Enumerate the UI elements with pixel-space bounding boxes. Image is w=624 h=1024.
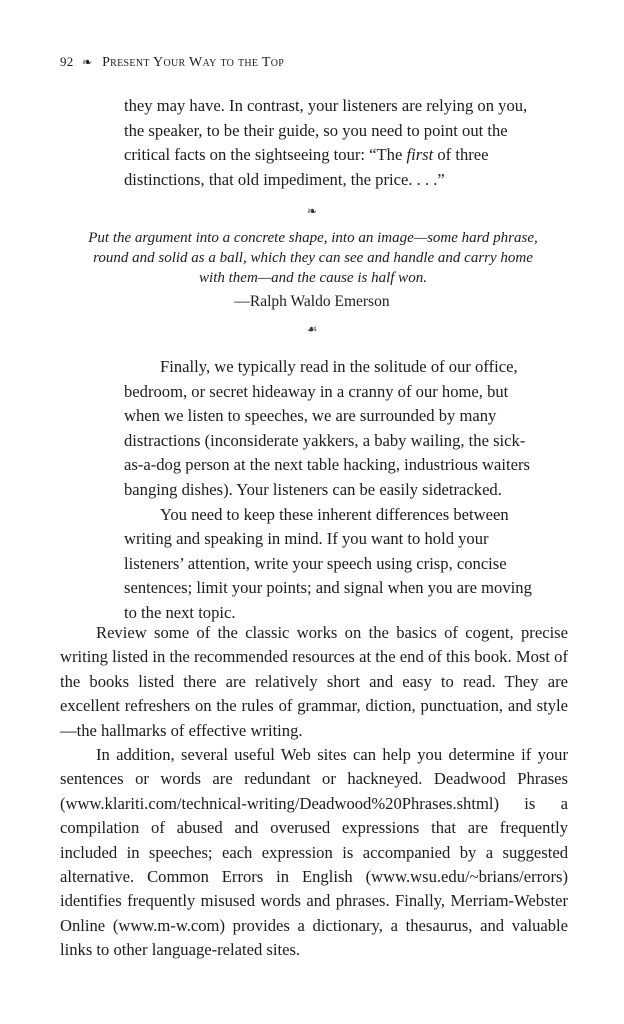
continued-paragraph bbox=[124, 94, 544, 192]
book-title: Present Your Way to the Top bbox=[102, 55, 285, 70]
page-number: 92 bbox=[60, 54, 74, 69]
text-run: they may have. In contrast, your listeners are relying on you, the speaker, to be their guide, so you need to point out the critical facts on the sightseeing tour: “The bbox=[124, 96, 528, 165]
quote-attribution: —Ralph Waldo Emerson bbox=[234, 293, 390, 310]
fleuron-icon: ❧ bbox=[306, 204, 318, 218]
running-head bbox=[60, 54, 284, 71]
epigraph-quote bbox=[88, 228, 538, 288]
paragraph-text bbox=[124, 94, 544, 192]
emphasis-word: first bbox=[406, 145, 434, 165]
body-text bbox=[60, 621, 568, 963]
quote-text: Put the argument into a concrete shape, into an image—some hard phrase, round and solid as a ball, which they can see and handle and carry home with them—and the cause is half won. bbox=[88, 230, 538, 286]
paragraph: Review some of the classic works on the basics of cogent, precise writing listed in the recommended resources at the end of this book. Most of the books listed there are relatively short and easy to read. They are excellent refreshers on the rules of grammar, diction, punctuation, and style—the hallmarks of effective writing. bbox=[60, 623, 568, 740]
indented-section bbox=[124, 355, 544, 626]
fleuron-icon: ☙ bbox=[306, 322, 318, 336]
paragraph: Finally, we typically read in the solitude of our office, bedroom, or secret hideaway in a cranny of our home, but when we listen to speeches, we are surrounded by many distractions (inconsiderate yakkers, a baby wailing, the sick-as-a-dog person at the next table hacking, industrious waiters banging dishes). Your listeners can be easily sidetracked. bbox=[124, 357, 530, 499]
paragraph: You need to keep these inherent differences between writing and speaking in mind. If you want to hold your listeners’ attention, write your speech using crisp, concise sentences; limit your points; and signal when you are moving to the next topic. bbox=[124, 504, 532, 622]
paragraph: In addition, several useful Web sites can help you determine if your sentences or words are redundant or hackneyed. Deadwood Phrases (www.klariti.com/technical-writing/Deadwood%20Phrases.shtml) is a compilation of abused and overused expressions that are frequently included in speeches; each expression is accompanied by a suggested alternative. Common Errors in English (www.wsu.edu/~brians/errors) identifies frequently misused words and phrases. Finally, Merriam-Webster Online (www.m-w.com) provides a dictionary, a thesaurus, and valuable links to other language-related sites. bbox=[60, 745, 568, 960]
fleuron-icon: ❧ bbox=[82, 55, 93, 69]
text-run: of three distinctions, that old impediment, the price. . . .” bbox=[124, 145, 489, 189]
